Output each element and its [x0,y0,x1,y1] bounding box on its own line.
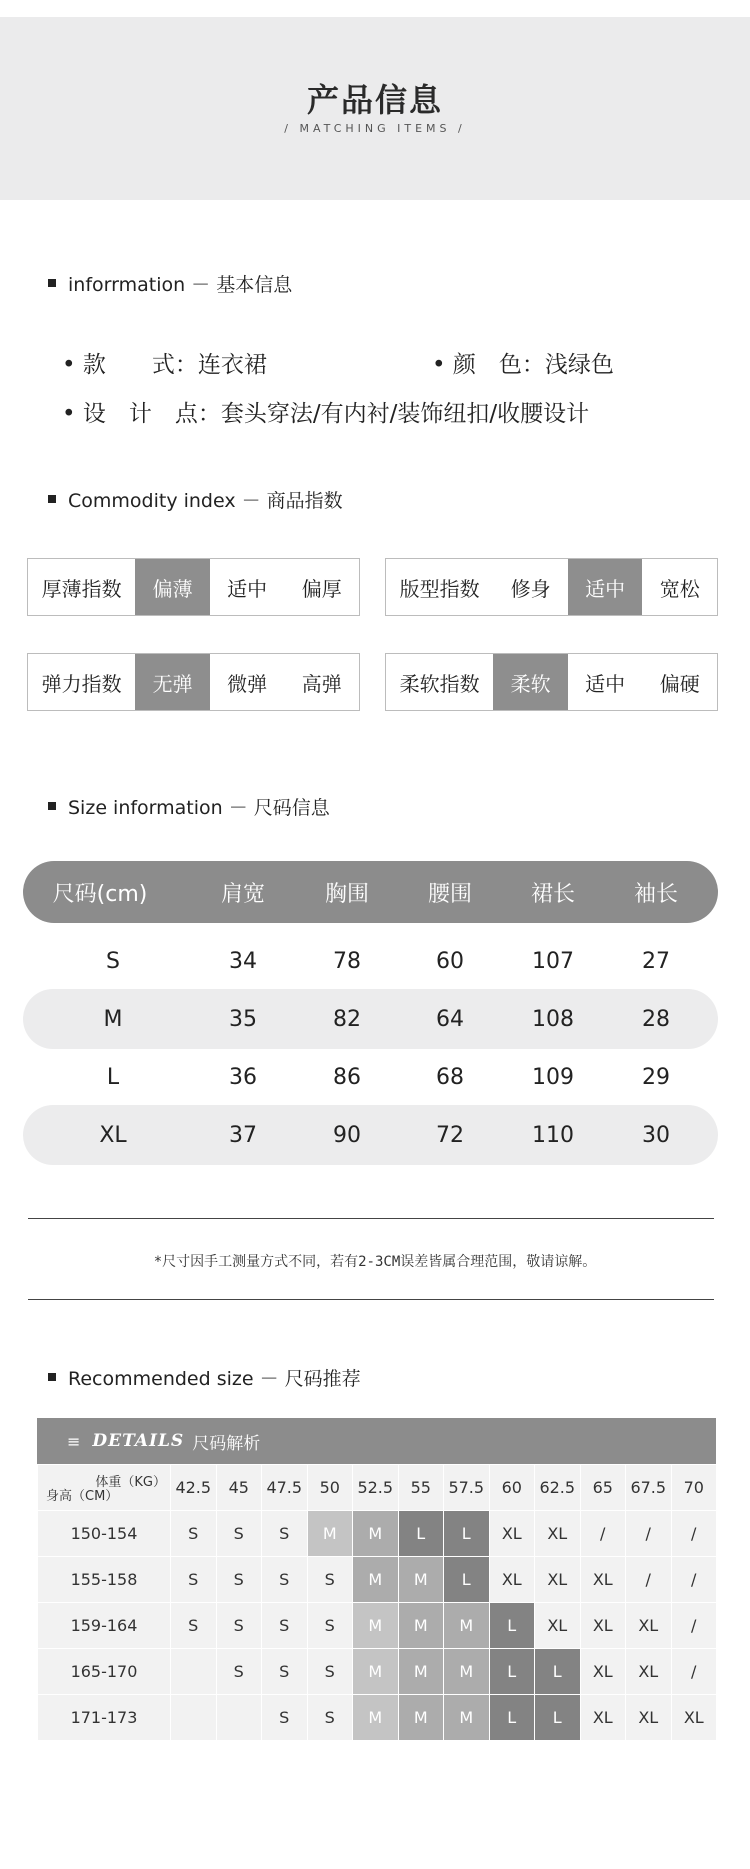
recommended-size-cell: S [171,1557,217,1603]
info-style: • 款 式：连衣裙 [62,352,267,378]
size-cell: S [106,948,120,974]
info-color: • 颜 色：浅绿色 [432,352,614,378]
section-heading-information [48,270,292,296]
table-row [23,931,718,991]
size-cell: 110 [532,1122,574,1148]
table-corner-cell [38,1465,171,1511]
recommended-size-cell: L [489,1649,535,1695]
recommended-size-cell: L [535,1695,581,1741]
weight-header-cell: 52.5 [353,1465,399,1511]
size-cell: 29 [642,1064,670,1090]
height-cell: 155-158 [38,1557,171,1603]
size-cell: 82 [333,1006,361,1032]
info-design: • 设 计 点：套头穿法/有内衬/装饰纽扣/收腰设计 [62,401,590,427]
section-heading-recommended [48,1364,361,1390]
recommended-size-cell: L [444,1557,490,1603]
index-fit [385,558,718,616]
size-cell: M [103,1006,123,1032]
square-bullet-icon [48,495,56,503]
details-title-cn: 尺码解析 [192,1433,261,1454]
measurement-note: *尺寸因手工测量方式不同，若有2-3CM误差皆属合理范围，敬请谅解。 [153,1254,597,1270]
recommended-size-cell: S [307,1649,353,1695]
weight-header-cell: 62.5 [535,1465,581,1511]
recommended-size-cell: XL [489,1511,535,1557]
table-row [38,1511,717,1557]
index-option: 微弹 [227,671,268,696]
recommended-size-cell: M [444,1649,490,1695]
height-cell: 165-170 [38,1649,171,1695]
index-label: 厚薄指数 [41,576,122,601]
table-row [38,1557,717,1603]
recommended-size-cell: M [398,1649,444,1695]
recommended-size-cell: M [398,1603,444,1649]
recommended-size-cell: M [398,1695,444,1741]
size-cell: 34 [229,948,257,974]
size-cell: 37 [229,1122,257,1148]
square-bullet-icon [48,802,56,810]
recommended-size-cell: M [353,1695,399,1741]
table-row [23,989,718,1049]
recommended-size-cell: XL [489,1557,535,1603]
index-option: 偏厚 [301,576,342,601]
weight-header-cell: 57.5 [444,1465,490,1511]
section-heading-label: Size information － 尺码信息 [68,796,330,819]
height-cell: 150-154 [38,1511,171,1557]
recommended-size-cell: / [671,1603,717,1649]
weight-header-cell: 67.5 [626,1465,672,1511]
size-cell: L [106,1064,120,1090]
recommended-size-cell: / [580,1511,626,1557]
index-option-selected: 无弹 [135,654,210,710]
recommended-size-cell: M [353,1649,399,1695]
table-header-row [38,1465,717,1511]
weight-header-cell: 70 [671,1465,717,1511]
recommended-size-cell: L [535,1649,581,1695]
index-option: 宽松 [659,576,700,601]
size-header-cell: 肩宽 [220,881,265,907]
index-option-selected: 柔软 [493,654,568,710]
size-cell: 72 [436,1122,464,1148]
weight-header-cell: 45 [216,1465,262,1511]
table-row [38,1603,717,1649]
recommended-size-cell: XL [535,1557,581,1603]
size-cell: 107 [532,948,574,974]
recommended-size-cell: XL [626,1695,672,1741]
section-heading-size [48,793,330,819]
section-heading-commodity [48,486,343,512]
page-subtitle: / MATCHING ITEMS / [284,122,466,135]
size-header-cell: 胸围 [324,881,369,907]
recommended-size-cell: M [307,1511,353,1557]
recommended-size-cell: XL [580,1603,626,1649]
size-cell: 109 [532,1064,574,1090]
index-label: 版型指数 [399,576,480,601]
table-row [38,1649,717,1695]
recommended-size-cell: M [353,1557,399,1603]
size-cell: 28 [642,1006,670,1032]
details-bar [37,1418,716,1464]
size-cell: 60 [436,948,464,974]
divider [28,1299,714,1300]
recommended-size-cell: / [671,1511,717,1557]
recommended-size-cell: S [216,1511,262,1557]
recommended-size-cell: M [398,1557,444,1603]
size-header-cell: 袖长 [633,881,678,907]
height-cell: 171-173 [38,1695,171,1741]
section-heading-label: inforrmation － 基本信息 [68,273,293,296]
recommended-size-cell: S [262,1557,308,1603]
recommended-size-cell: / [671,1649,717,1695]
size-cell: 68 [436,1064,464,1090]
index-option-selected: 偏薄 [135,559,210,615]
weight-header-cell: 55 [398,1465,444,1511]
size-cell: 30 [642,1122,670,1148]
size-cell: 108 [532,1006,574,1032]
recommended-size-cell: L [489,1603,535,1649]
table-row [23,1105,718,1165]
recommended-size-cell: M [353,1603,399,1649]
index-option: 高弹 [301,671,342,696]
recommended-size-cell: XL [535,1603,581,1649]
index-option-selected: 适中 [568,559,643,615]
recommended-size-cell: S [307,1603,353,1649]
recommended-size-cell: S [262,1511,308,1557]
size-header-cell: 尺码(cm) [52,881,148,907]
size-table-header [23,861,718,923]
recommend-table [37,1464,717,1741]
weight-header-cell: 50 [307,1465,353,1511]
size-cell: 27 [642,948,670,974]
weight-axis-label: 体重（KG） [95,1475,166,1490]
recommended-size-cell: S [307,1695,353,1741]
recommended-size-cell: S [307,1557,353,1603]
section-heading-label: Recommended size － 尺码推荐 [68,1367,361,1390]
size-header-cell: 裙长 [530,881,575,907]
recommended-size-cell: / [626,1511,672,1557]
recommended-size-cell: S [216,1603,262,1649]
section-heading-label: Commodity index － 商品指数 [68,489,343,512]
weight-header-cell: 65 [580,1465,626,1511]
index-option: 修身 [510,576,551,601]
height-cell: 159-164 [38,1603,171,1649]
recommended-size-cell: M [444,1603,490,1649]
recommended-size-cell [171,1649,217,1695]
index-thickness [27,558,360,616]
index-option: 偏硬 [659,671,700,696]
recommended-size-cell: L [444,1511,490,1557]
size-cell: 90 [333,1122,361,1148]
index-softness [385,653,718,711]
recommended-size-cell: XL [580,1649,626,1695]
recommended-size-cell: XL [626,1649,672,1695]
table-row [38,1695,717,1741]
square-bullet-icon [48,1373,56,1381]
recommended-size-cell: XL [580,1557,626,1603]
recommended-size-cell [171,1695,217,1741]
recommended-size-cell: S [171,1511,217,1557]
index-label: 柔软指数 [399,671,480,696]
weight-header-cell: 60 [489,1465,535,1511]
recommended-size-cell: S [262,1649,308,1695]
recommended-size-cell: S [171,1603,217,1649]
index-option: 适中 [585,671,626,696]
index-label: 弹力指数 [41,671,122,696]
recommended-size-cell: L [398,1511,444,1557]
recommended-size-cell: S [216,1557,262,1603]
weight-header-cell: 42.5 [171,1465,217,1511]
recommended-size-cell: S [216,1649,262,1695]
weight-header-cell: 47.5 [262,1465,308,1511]
height-axis-label: 身高（CM） [46,1489,119,1504]
details-title-en: DETAILS [92,1431,185,1451]
size-cell: 35 [229,1006,257,1032]
size-cell: 36 [229,1064,257,1090]
size-cell: 86 [333,1064,361,1090]
recommended-size-cell: XL [535,1511,581,1557]
recommended-size-cell: XL [580,1695,626,1741]
page-title: 产品信息 [306,81,443,119]
index-option: 适中 [227,576,268,601]
recommended-size-cell: M [353,1511,399,1557]
divider [28,1218,714,1219]
size-cell: 64 [436,1006,464,1032]
recommended-size-cell: XL [671,1695,717,1741]
index-elasticity [27,653,360,711]
menu-icon: ≡ [67,1431,81,1451]
recommended-size-cell [216,1695,262,1741]
recommended-size-cell: XL [626,1603,672,1649]
size-cell: 78 [333,948,361,974]
size-header-cell: 腰围 [427,881,472,907]
recommended-size-cell: / [626,1557,672,1603]
square-bullet-icon [48,279,56,287]
recommended-size-cell: M [444,1695,490,1741]
table-row [23,1047,718,1107]
recommended-size-cell: L [489,1695,535,1741]
recommended-size-cell: S [262,1695,308,1741]
recommended-size-cell: S [262,1603,308,1649]
size-cell: XL [99,1122,127,1148]
recommended-size-cell: / [671,1557,717,1603]
